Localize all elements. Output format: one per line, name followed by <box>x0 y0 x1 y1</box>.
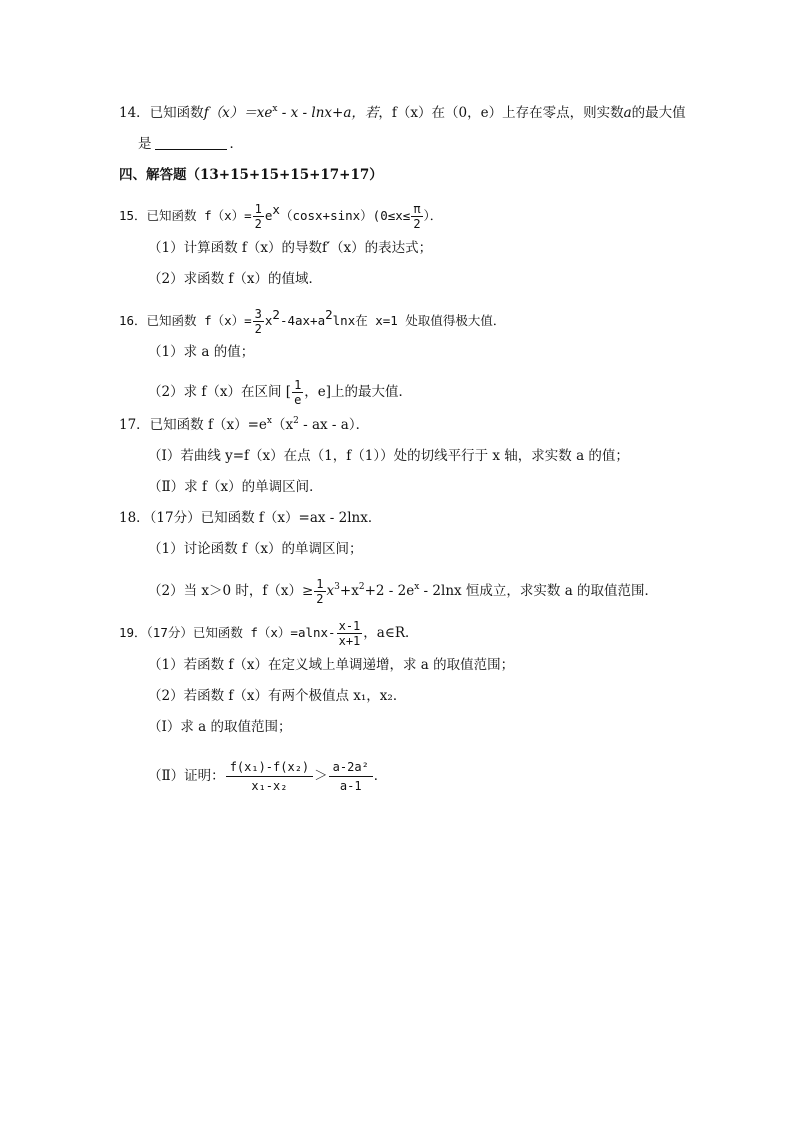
q18-frac-den: 2 <box>316 592 324 606</box>
q16-x: x <box>264 313 273 328</box>
q18-p2-prefix: （2）当 x＞0 时，f（x）≥ <box>148 583 314 599</box>
q17-prefix: 17．已知函数 f（x）=e <box>119 417 267 433</box>
question-14-line-2 <box>138 135 243 153</box>
q14-end: ． <box>229 136 243 152</box>
q18-part-1: （1）讨论函数 f（x）的单调区间； <box>148 541 363 557</box>
q18-frac-num: 1 <box>316 577 324 591</box>
q17-part-2: （Ⅱ）求 f（x）的单调区间． <box>148 479 323 495</box>
q19-big-num: f(x₁)-f(x₂) <box>226 758 313 777</box>
q14-line2: 是 <box>138 136 152 152</box>
q14-a: a <box>623 105 632 121</box>
q19-rhs-fraction <box>329 758 373 795</box>
question-18: 18．（17分）已知函数 f（x）=ax - 2lnx． <box>119 510 382 526</box>
q19-gt: ＞ <box>314 768 328 784</box>
q16-mid: -4ax+a <box>279 313 326 328</box>
q14-interval: 在（0，e）上存在零点，则实数 <box>431 105 624 121</box>
q16-fraction <box>253 307 264 336</box>
q14-eq: ＝xe <box>243 105 273 121</box>
q18-sup2: 2 <box>358 582 365 592</box>
q19-p4-prefix: （Ⅱ）证明： <box>148 768 225 784</box>
question-16 <box>119 307 505 336</box>
q19-big-den: x₁-x₂ <box>251 779 288 793</box>
q14-fx2: f（x） <box>391 105 432 121</box>
q15-pi-num: π <box>413 202 421 216</box>
q18-x3: x <box>326 583 335 599</box>
q16-tail: lnx在 x=1 处取值得极大值． <box>332 313 506 328</box>
q19-frac-den: x+1 <box>338 634 361 648</box>
q15-part-2: （2）求函数 f（x）的值域． <box>148 271 322 287</box>
q16-p2-tail: ，e]上的最大值． <box>304 384 413 400</box>
q19-rhs-num: a-2a² <box>329 758 373 777</box>
q19-rhs-den: a-1 <box>339 779 362 793</box>
answer-blank[interactable] <box>155 137 227 150</box>
q18-sup3: 3 <box>334 582 340 592</box>
q18-part-2 <box>148 577 658 606</box>
q16-sup2: 2 <box>272 307 280 322</box>
q19-part-1: （1）若函数 f（x）在定义域上单调递增，求 a 的取值范围； <box>148 657 515 673</box>
q14-prefix: 14．已知函数 <box>119 105 204 121</box>
q14-rest: - x - lnx+a，若 <box>277 105 379 121</box>
q19-end: ． <box>373 768 388 784</box>
q18-rest2: +2 - 2e <box>364 583 415 599</box>
q15-pi-den: 2 <box>413 217 421 231</box>
q16-prefix: 16．已知函数 f（x）= <box>119 313 252 328</box>
q19-tail: ，a∈R． <box>363 625 419 641</box>
q16-p2-frac-num: 1 <box>294 378 302 392</box>
q18-fraction <box>314 577 325 606</box>
q14-fx: f（x） <box>203 105 244 121</box>
q15-sup: x <box>272 202 280 217</box>
q17-sup: x <box>266 416 272 426</box>
q15-frac-num: 1 <box>254 202 262 216</box>
q16-p2-prefix: （2）求 f（x）在区间 [ <box>148 384 292 400</box>
question-15 <box>119 202 442 231</box>
q18-rest3: - 2lnx 恒成立，求实数 a 的取值范围． <box>419 583 659 599</box>
q19-big-fraction <box>226 758 313 795</box>
q19-frac-num: x-1 <box>338 619 361 633</box>
q15-e: e <box>264 208 273 223</box>
q15-frac-den: 2 <box>254 217 262 231</box>
q15-close: ）． <box>423 208 443 223</box>
q16-p2-frac-den: e <box>294 393 302 407</box>
question-14-line-1: 14．已知函数$f(x)=xe^x - x - \ln x+a$，若，f（x）在（0，e）上存在零点，则实数a的最大值 <box>119 104 686 121</box>
q16-part-2 <box>148 378 412 407</box>
question-19 <box>119 619 419 648</box>
q17-body: （x <box>271 417 294 433</box>
q19-part-3: （Ⅰ）求 a 的取值范围； <box>148 719 292 735</box>
q19-fraction <box>337 619 363 648</box>
question-17 <box>119 416 369 434</box>
q15-prefix: 15．已知函数 f（x）= <box>119 208 252 223</box>
section-title: 四、解答题（13+15+15+15+17+17） <box>119 167 383 183</box>
q15-fraction <box>253 202 264 231</box>
q17-tail: - ax - a）． <box>298 417 370 433</box>
q18-rest1: +x <box>339 583 359 599</box>
q16-p2-fraction <box>292 378 303 407</box>
q16-frac-den: 2 <box>254 322 262 336</box>
q19-part-4 <box>148 758 387 795</box>
q16-part-1: （1）求 a 的值； <box>148 344 255 360</box>
q18-supx: x <box>414 582 420 592</box>
q14-tail: 的最大值 <box>631 105 686 121</box>
q15-paren: （cosx+sinx）(0≤x≤ <box>279 208 411 223</box>
q17-part-1: （Ⅰ）若曲线 y=f（x）在点（1，f（1））处的切线平行于 x 轴，求实数 a 的值； <box>148 448 629 464</box>
q19-prefix: 19．（17分）已知函数 f（x）=alnx- <box>119 625 336 640</box>
q16-sup2b: 2 <box>325 307 333 322</box>
q17-sup2: 2 <box>293 416 299 426</box>
q16-frac-num: 3 <box>254 307 262 321</box>
q15-part-1: （1）计算函数 f（x）的导数f′（x）的表达式； <box>148 240 433 256</box>
q14-sup: x <box>272 104 278 114</box>
q19-part-2: （2）若函数 f（x）有两个极值点 x₁，x₂． <box>148 688 407 704</box>
q15-pi-fraction <box>411 202 422 231</box>
